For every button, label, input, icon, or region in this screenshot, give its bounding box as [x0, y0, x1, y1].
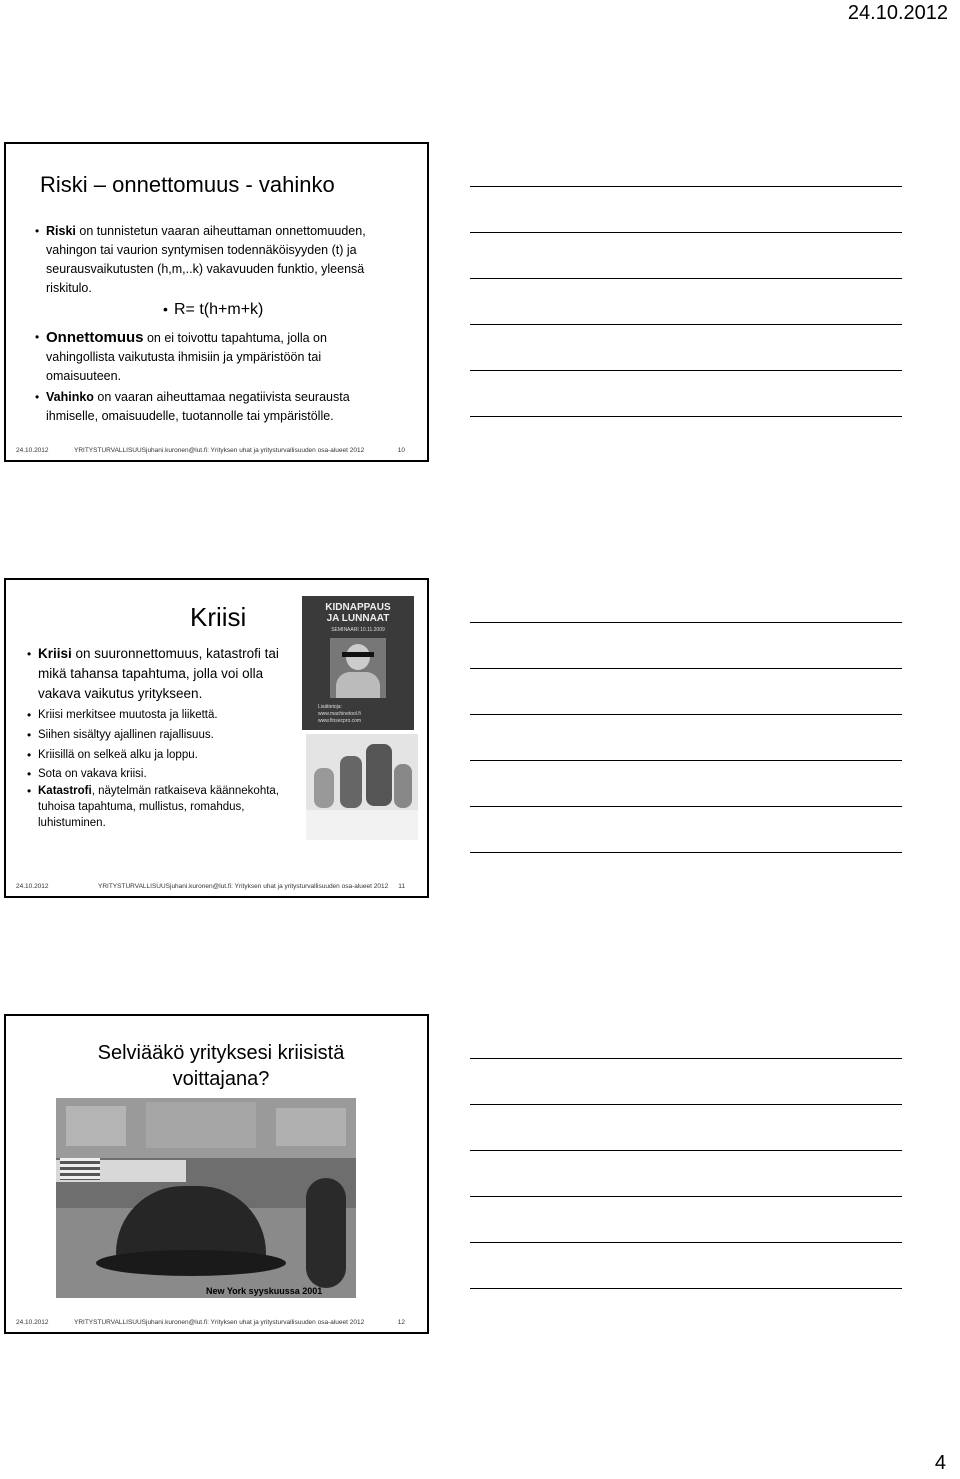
bullet-dot: • [27, 647, 32, 661]
note-line [470, 760, 902, 761]
bullet-dot: • [27, 767, 32, 781]
footer-date: 24.10.2012 [16, 883, 49, 890]
poster-url: www.machinetool.fi [318, 711, 361, 717]
bullet-katastrofi [27, 783, 300, 831]
note-line [470, 1104, 902, 1105]
bullet-riski [35, 222, 406, 298]
bullet-dot: • [27, 748, 32, 762]
term-kriisi: Kriisi [38, 646, 72, 661]
bullet-text: Siihen sisältyy ajallinen rajallisuus. [38, 729, 214, 741]
bullet-text: , näytelmän ratkaiseva käännekohta, tuhoisa tapahtuma, mullistus, romahdus, luhistuminen. [38, 785, 279, 829]
page-date: 24.10.2012 [847, 2, 948, 24]
note-line [470, 668, 902, 669]
slide-12 [4, 1014, 429, 1334]
ground-zero-photo [56, 1098, 356, 1298]
note-line [470, 278, 902, 279]
term-riski: Riski [46, 224, 76, 238]
note-line [470, 232, 902, 233]
bullet-text: on tunnistetun vaaran aiheuttaman onnettomuuden, vahingon tai vaurion syntymisen todennäköisyyden (t) ja seurausvaikutusten (h,m,..k) vakavuuden funktio, yleensä riskitulo. [46, 224, 366, 295]
footer-text: YRITYSTURVALLISUUSjuhani.kuronen@lut.fi: Yrityksen uhat ja yritysturvallisuuden osa-alueet 2012 [74, 1319, 365, 1326]
bullet-text: on ei toivottu tapahtuma, jolla on vahingollista vaikutusta ihmisiin ja ympäristöön tai omaisuuteen. [46, 331, 327, 383]
footer-date: 24.10.2012 [16, 447, 49, 454]
poster-image [302, 596, 414, 730]
formula: R= t(h+m+k) [174, 301, 264, 318]
footer-text: YRITYSTURVALLISUUSjuhani.kuronen@lut.fi: Yrityksen uhat ja yritysturvallisuuden osa-alueet 2012 [74, 447, 365, 454]
bullet-text: on suuronnettomuus, katastrofi tai mikä tahansa tapahtuma, jolla voi olla vakava vaikutus yritykseen. [38, 646, 279, 701]
bullet-kriisi [27, 644, 308, 704]
term-onnettomuus: Onnettomuus [46, 329, 144, 346]
bullet-dot: • [35, 224, 40, 238]
note-line [470, 416, 902, 417]
poster-url: www.finsecpro.com [318, 718, 362, 724]
note-line [470, 370, 902, 371]
term-vahinko: Vahinko [46, 390, 94, 404]
bullet-alku-loppu [27, 746, 198, 765]
note-line [470, 806, 902, 807]
slide-number: 12 [397, 1319, 405, 1326]
bullet-onnettomuus [35, 328, 391, 386]
footer-date: 24.10.2012 [16, 1319, 49, 1326]
poster-info-label: Lisätietoja: [318, 704, 342, 710]
slide-11 [4, 578, 429, 898]
bullet-rajallisuus [27, 726, 214, 745]
slide-title: Selviääkö yrityksesi kriisistä voittajana? [97, 1042, 345, 1090]
slide-title: Kriisi [190, 602, 247, 632]
slide-number: 10 [397, 447, 405, 454]
bullet-dot: • [35, 390, 40, 404]
note-line [470, 1242, 902, 1243]
note-line [470, 324, 902, 325]
bullet-text: Kriisillä on selkeä alku ja loppu. [38, 749, 198, 761]
poster-info [318, 704, 361, 725]
poster-title-line: JA LUNNAAT [326, 613, 390, 624]
page-number: 4 [934, 1452, 946, 1474]
photo-caption: New York syyskuussa 2001 [206, 1286, 323, 1296]
slide-10 [4, 142, 429, 462]
note-line [470, 186, 902, 187]
poster-title [302, 602, 414, 624]
poster-title-line: KIDNAPPAUS [325, 602, 391, 613]
note-line [470, 1196, 902, 1197]
note-line [470, 1150, 902, 1151]
term-katastrofi: Katastrofi [38, 785, 92, 797]
bullet-sota [27, 765, 147, 784]
bullet-text: Kriisi merkitsee muutosta ja liikettä. [38, 709, 218, 721]
bullet-dot: • [27, 708, 32, 722]
note-line [470, 1288, 902, 1289]
slide-number: 11 [398, 883, 405, 890]
note-line [470, 1058, 902, 1059]
bullet-vahinko [35, 388, 391, 426]
bullet-dot: • [35, 330, 40, 344]
rescue-photo [306, 734, 418, 840]
bullet-text: Sota on vakava kriisi. [38, 768, 147, 780]
bullet-dot: • [163, 301, 168, 317]
poster-subtitle: SEMINAARI 10.11.2009 [331, 627, 385, 633]
bullet-dot: • [27, 784, 32, 798]
note-line [470, 714, 902, 715]
bullet-text: on vaaran aiheuttamaa negatiivista seurausta ihmiselle, omaisuudelle, tuotannolle tai ympäristölle. [46, 390, 350, 423]
bullet-muutos [27, 706, 218, 725]
bullet-formula [163, 300, 264, 319]
footer-text: YRITYSTURVALLISUUSjuhani.kuronen@lut.fi: Yrityksen uhat ja yritysturvallisuuden osa-alueet 2012 [98, 883, 389, 890]
poster-person [330, 638, 386, 698]
bullet-dot: • [27, 728, 32, 742]
note-line [470, 622, 902, 623]
note-line [470, 852, 902, 853]
slide-title: Riski – onnettomuus - vahinko [40, 172, 335, 197]
